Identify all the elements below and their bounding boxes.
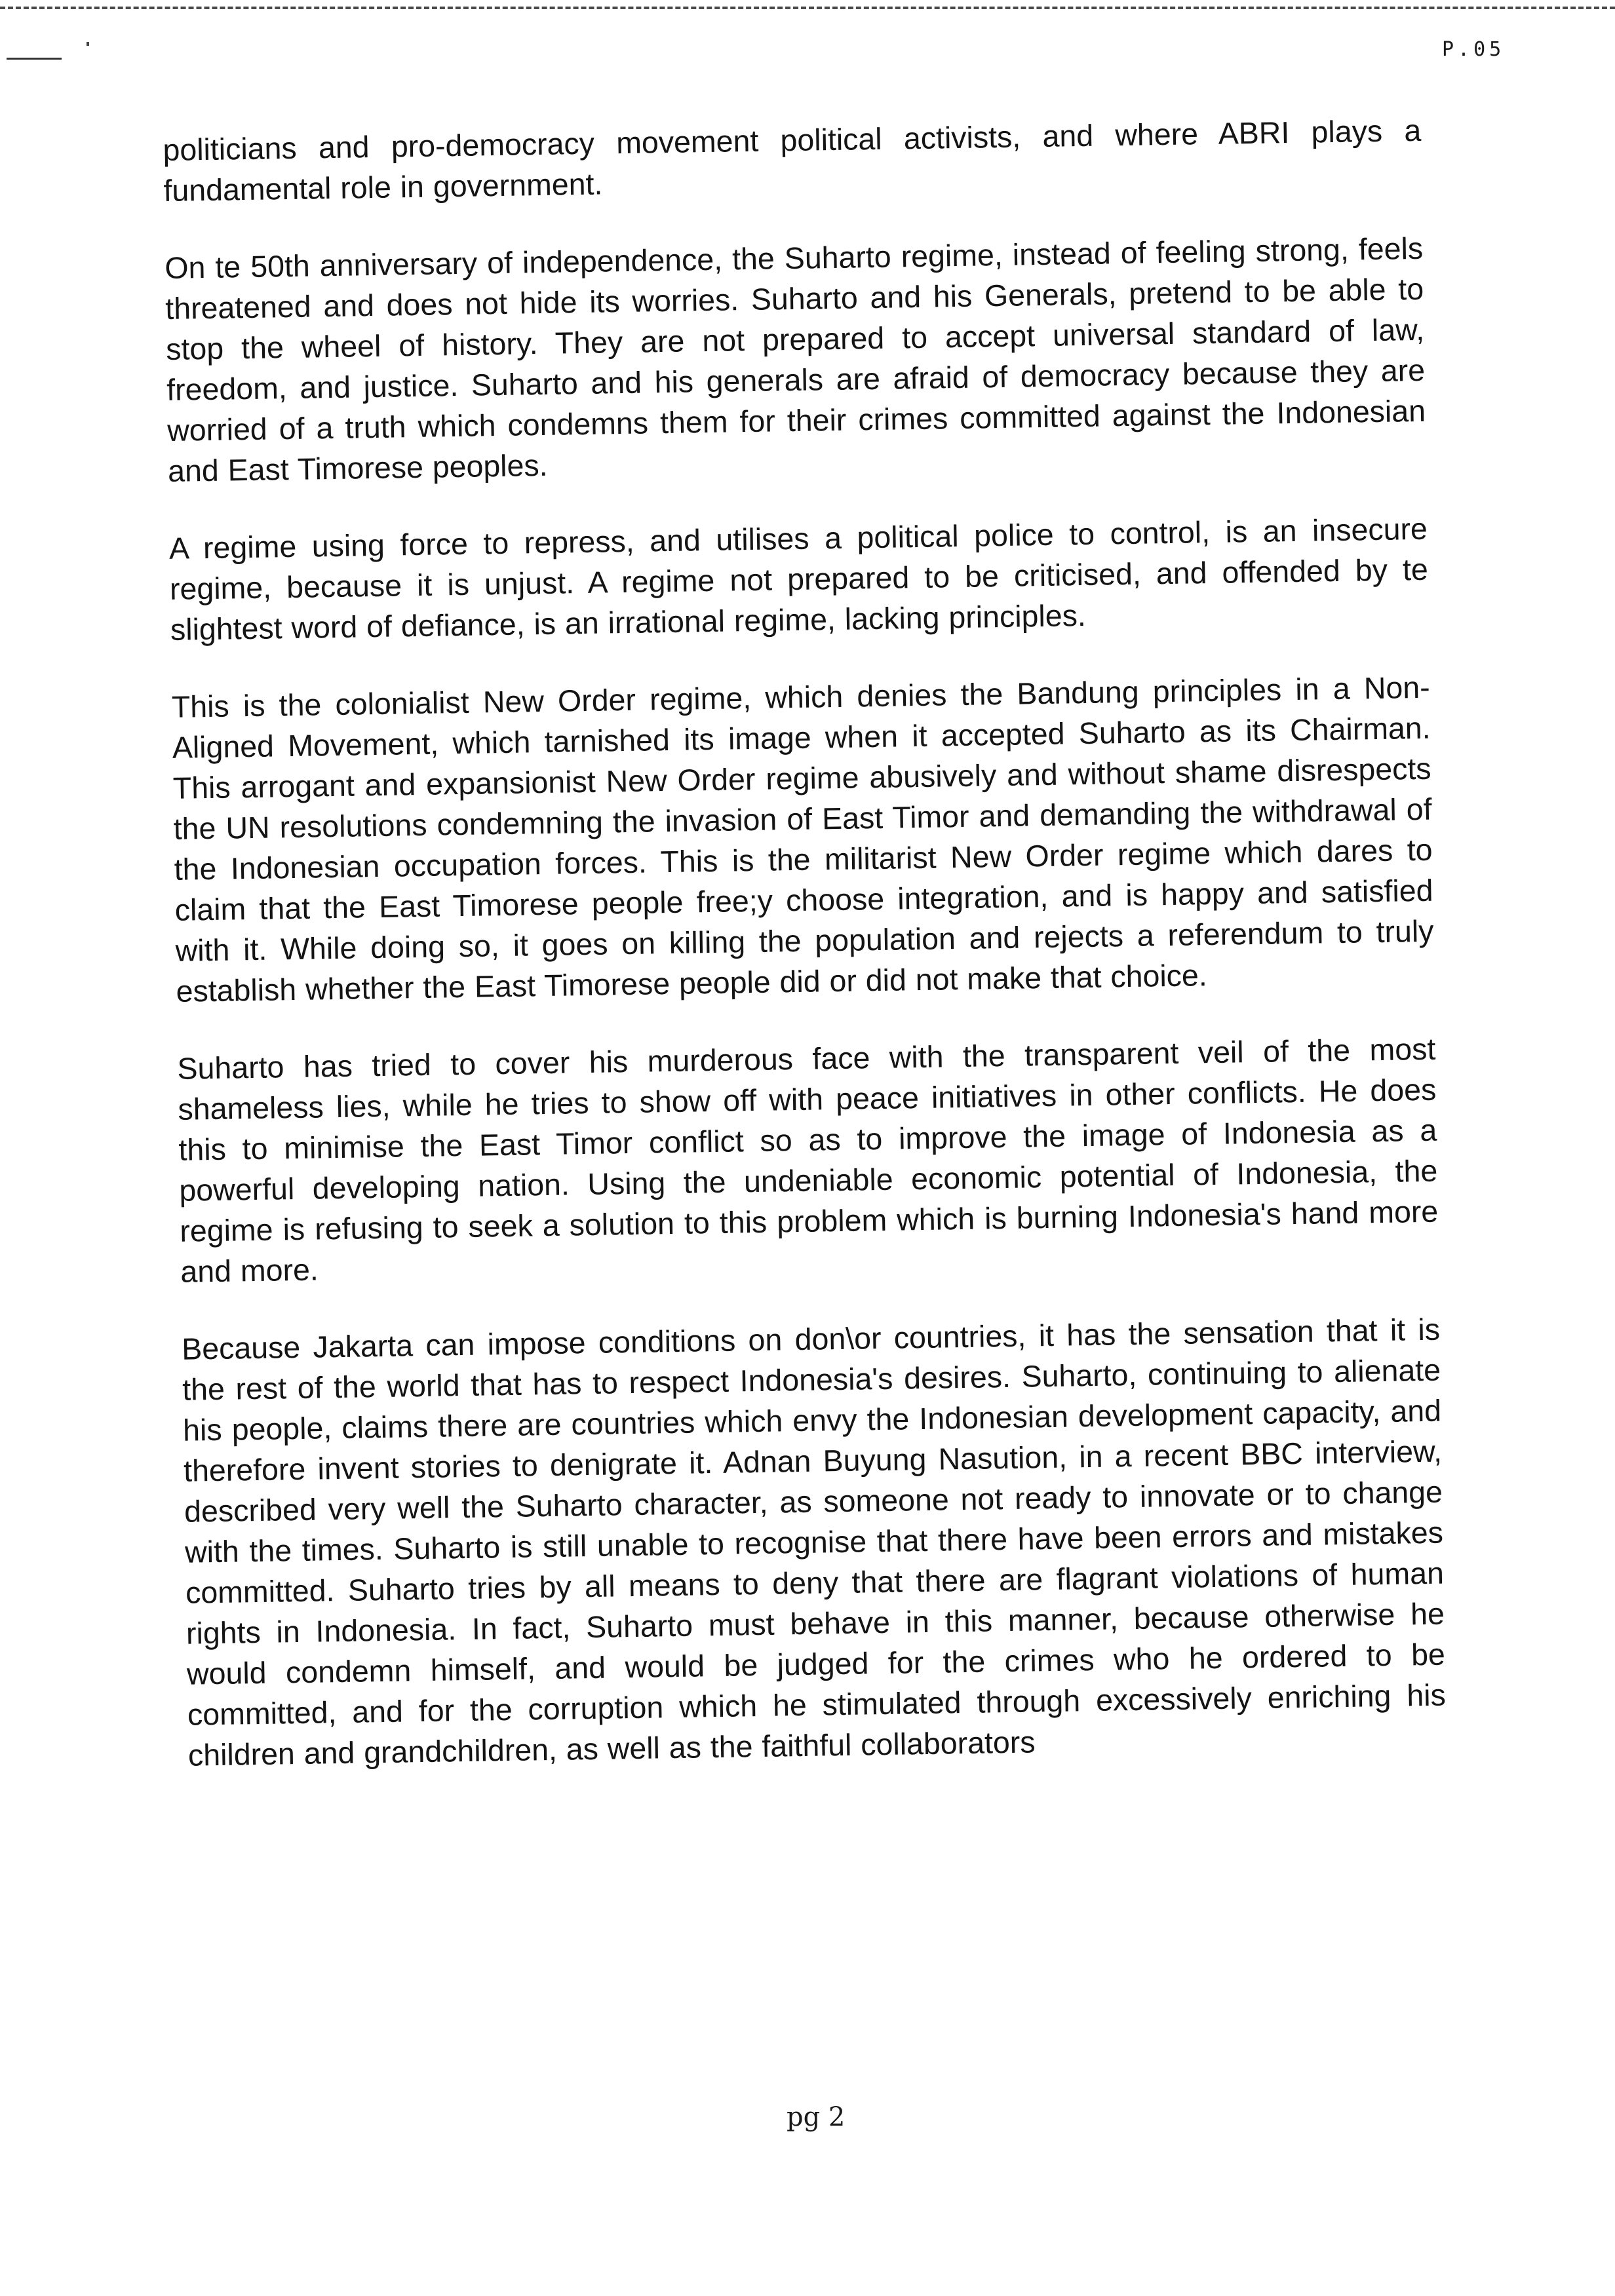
document-body — [163, 110, 1447, 1812]
paragraph: Because Jakarta can impose conditions on don\or countries, it has the sensation that it is the rest of the world that has to respect Indonesia's desires. Suharto, continuing to alienate his people, claims there are countries which envy the Indonesian development capacity, and therefore invent stories to denigrate it. Adnan Buyung Nasution, in a recent BBC interview, described very well the Suharto character, as someone not ready to innovate or to change with the times. Suharto is still unable to recognise that there have been errors and mistakes committed. Suharto tries by all means to deny that there are flagrant violations of human rights in Indonesia. In fact, Suharto must behave in this manner, because otherwise he would condemn himself, and would be judged for the crimes who he ordered to be committed, and for the corruption which he stimulated through excessively enriching his children and grandchildren, as well as the faithful collaborators — [181, 1312, 1447, 1772]
paragraph: politicians and pro-democracy movement political activists, and where ABRI plays a fundamental role in government. — [163, 113, 1422, 208]
fax-page-number: P.05 — [1442, 38, 1506, 61]
fax-corner-mark — [7, 58, 62, 60]
paragraph: This is the colonialist New Order regime, which denies the Bandung principles in a Non- Aligned Movement, which tarnished its image when it accepted Suharto as its Chairman. This arrogant and expansionist New Order regime abusively and without shame disrespects the UN resolutions condemning the invasion of East Timor and demanding the withdrawal of the Indonesian occupation forces. This is the militarist New Order regime which dares to claim that the East Timorese people free;y choose integration, and is happy and satisfied with it. While doing so, it goes on killing the population and rejects a referendum to truly establish whether the East Timorese people did or did not make that choice. — [171, 670, 1434, 1008]
fax-speck — [87, 42, 89, 46]
paragraph: Suharto has tried to cover his murderous face with the transparent veil of the most shameless lies, while he tries to show off with peace initiatives in other conflicts. He does this to minimise the East Timor conflict so as to improve the image of Indonesia as a powerful developing nation. Using the undeniable economic potential of Indonesia, the regime is refusing to seek a solution to this problem which is burning Indonesia's hand more and more. — [177, 1031, 1439, 1289]
paragraph: On te 50th anniversary of independence, the Suharto regime, instead of feeling strong, feels threatened and does not hide its worries. Suharto and his Generals, pretend to be able to stop the wheel of history. They are not prepared to accept universal standard of law, freedom, and justice. Suharto and his generals are afraid of democracy because they are worried of a truth which condemns them for their crimes committed against the Indonesian and East Timorese peoples. — [164, 231, 1426, 488]
fax-top-border — [0, 7, 1615, 9]
page-footer-label: pg 2 — [787, 2102, 846, 2132]
paragraph: A regime using force to repress, and utilises a political police to control, is an insecure regime, because it is unjust. A regime not prepared to be criticised, and offended by te slightest word of defiance, is an irrational regime, lacking principles. — [168, 511, 1429, 647]
